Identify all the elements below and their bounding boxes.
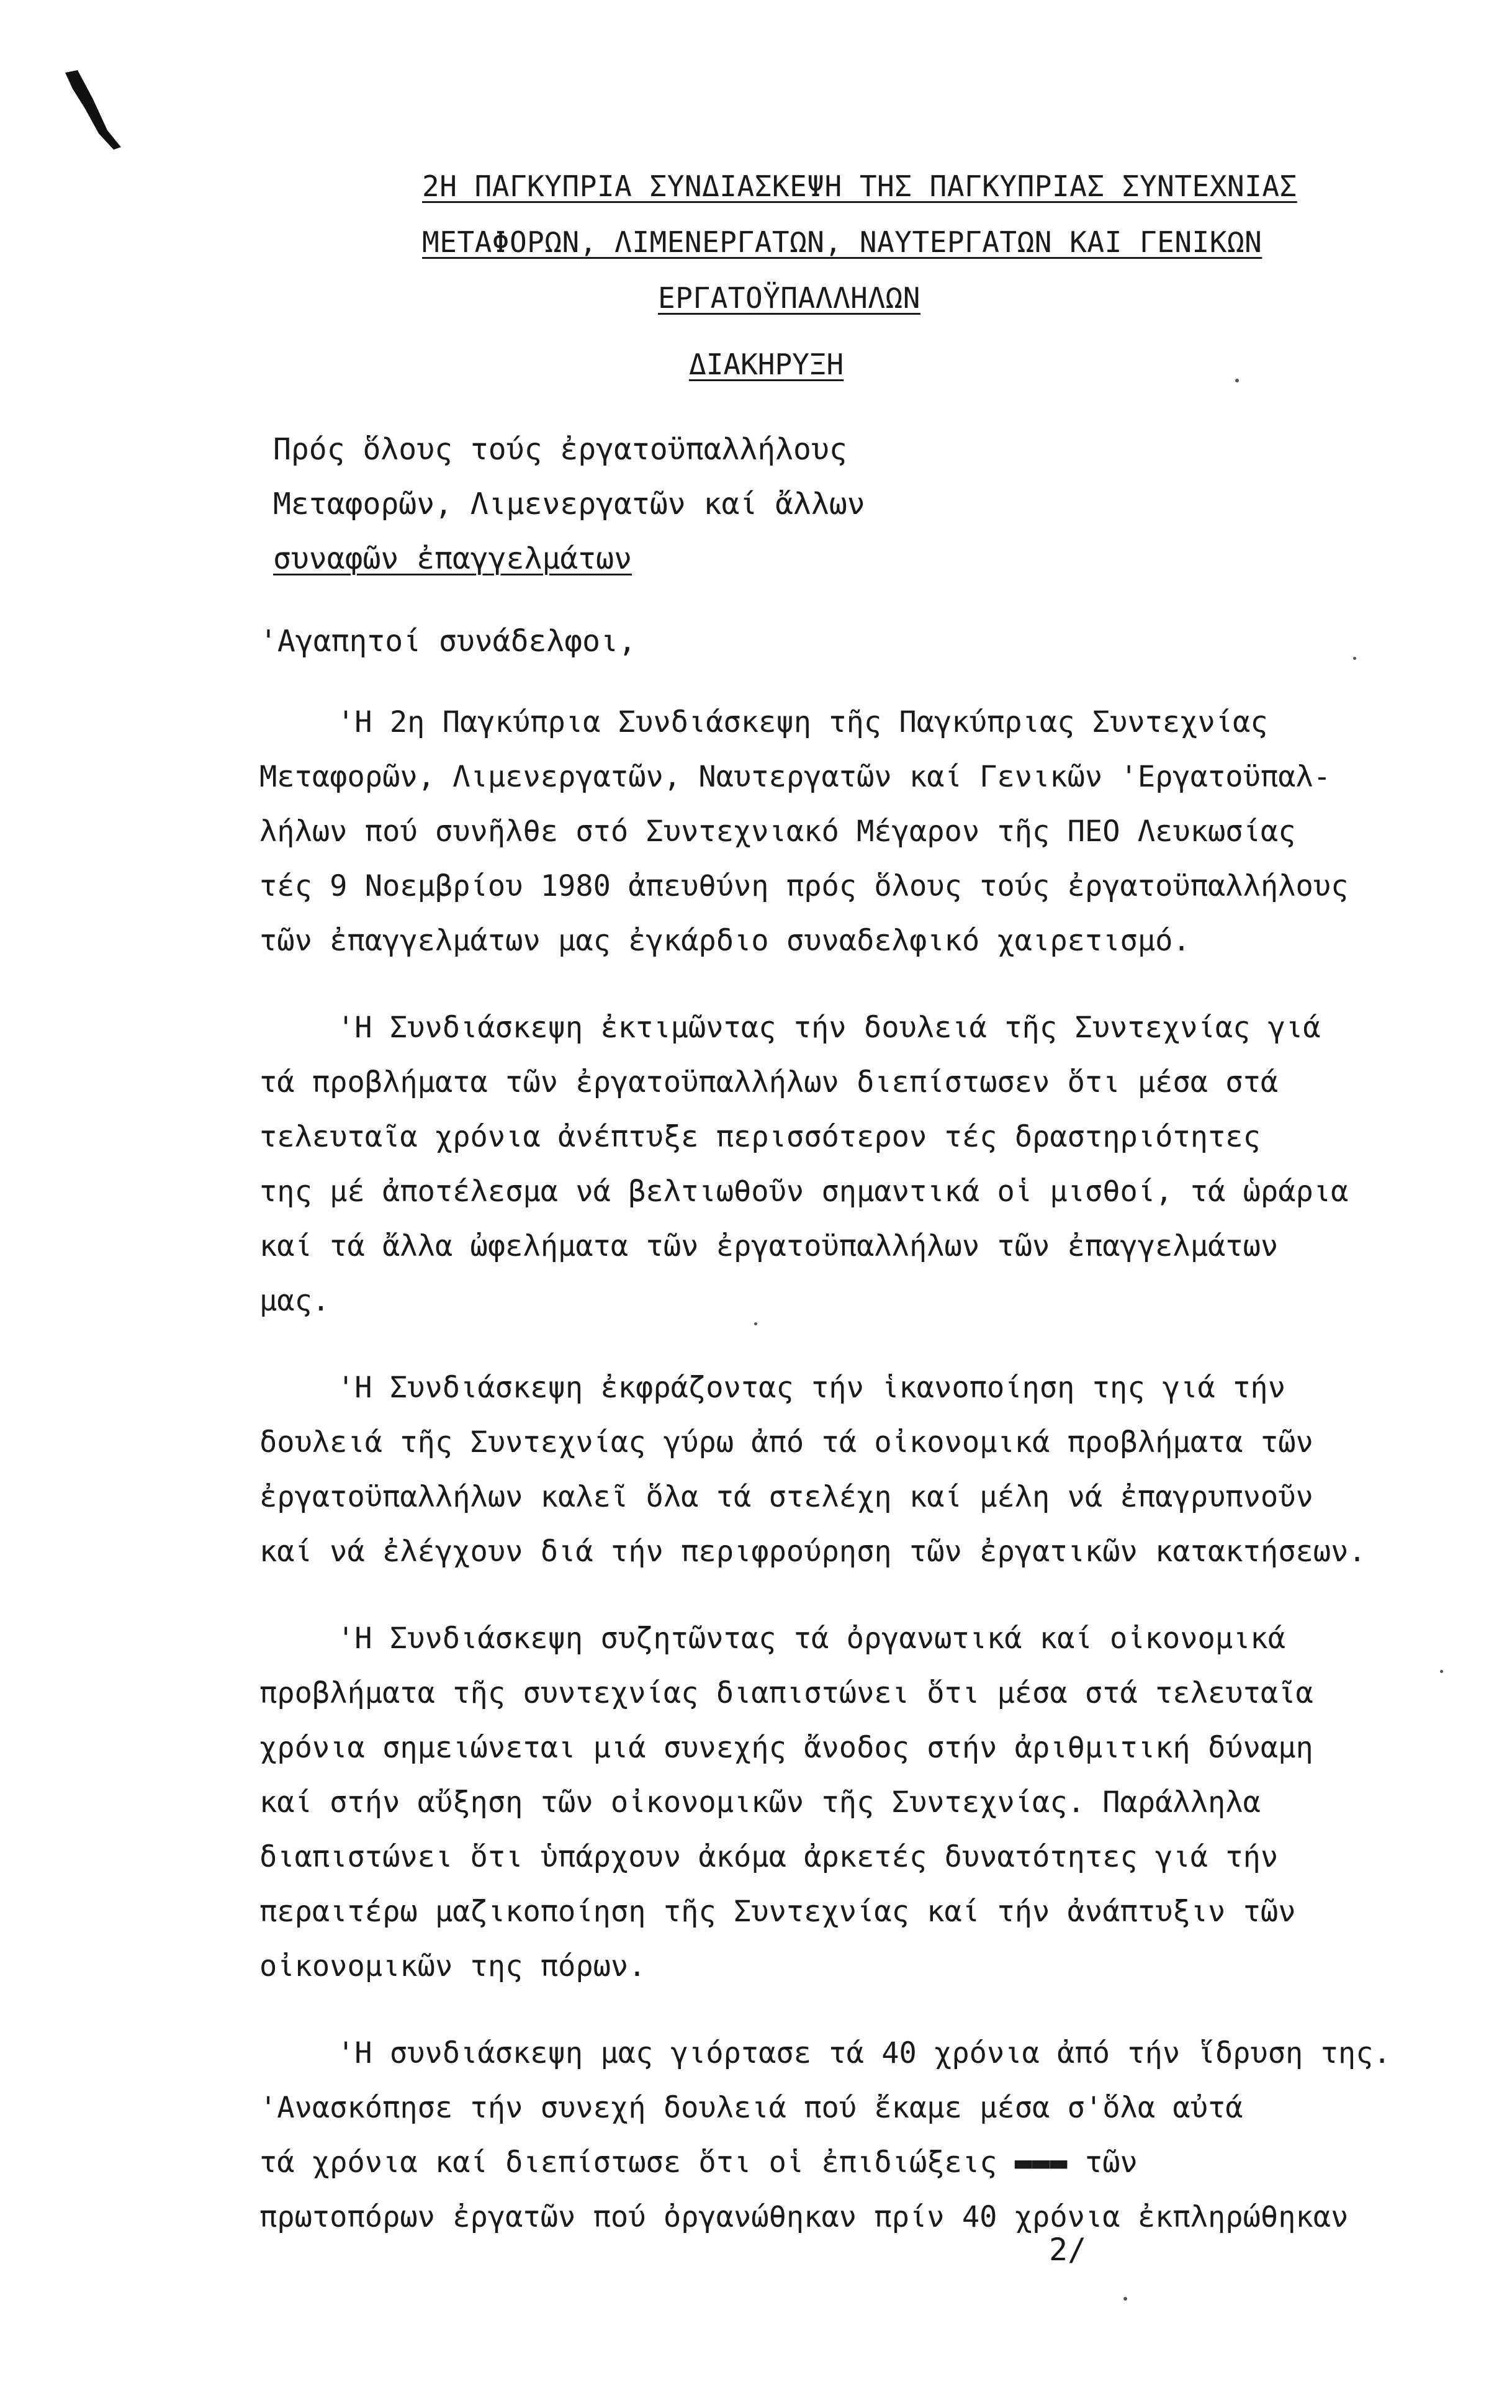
text-line: καί στήν αὔξηση τῶν οἰκονομικῶν τῆς Συντεχνίας. Παράλληλα	[259, 1785, 1261, 1820]
paragraph-5	[259, 2026, 1439, 2245]
text-line: 'Η συνδιάσκεψη μας γιόρτασε τά 40 χρόνια ἀπό τήν ἵδρυση της.	[337, 2036, 1391, 2070]
text-line: δουλειά τῆς Συντεχνίας γύρω ἀπό τά οἰκονομικά προβλήματα τῶν	[259, 1425, 1313, 1459]
text-line: ἐργατοϋπαλλήλων καλεῖ ὅλα τά στελέχη καί μέλη νά ἐπαγρυπνοῦν	[259, 1480, 1313, 1514]
scan-speck	[1353, 657, 1356, 660]
text-line: Μεταφορῶν, Λιμενεργατῶν, Ναυτεργατῶν καί Γενικῶν 'Εργατοϋπαλ-	[259, 760, 1331, 794]
scan-speck	[1440, 1670, 1443, 1673]
text-line: καί τά ἄλλα ὠφελήματα τῶν ἐργατοϋπαλλήλων τῶν ἐπαγγελμάτων	[259, 1229, 1279, 1263]
text-line: τελευταῖα χρόνια ἀνέπτυξε περισσότερον τές δραστηριότητες	[259, 1120, 1261, 1154]
text-line: μας.	[259, 1284, 330, 1318]
text-line: 'Η Συνδιάσκεψη ἐκτιμῶντας τήν δουλειά τῆς Συντεχνίας γιά	[337, 1011, 1321, 1045]
scan-speck	[1235, 379, 1239, 382]
text-line: τῶν ἐπαγγελμάτων μας ἐγκάρδιο συναδελφικό χαιρετισμό.	[259, 924, 1190, 958]
page-number: 2/	[1049, 2232, 1087, 2268]
title-line-3: ΕΡΓΑΤΟΫΠΑΛΛΗΛΩΝ	[658, 281, 920, 315]
addressee-block	[273, 422, 1018, 586]
scan-speck	[1123, 2297, 1127, 2301]
document-heading: ΔΙΑΚΗΡΥΞΗ	[689, 348, 844, 381]
text-line: τές 9 Νοεμβρίου 1980 ἀπευθύνη πρός ὅλους τούς ἐργατοϋπαλλήλους	[259, 869, 1349, 903]
title-line-1: 2Η ΠΑΓΚΥΠΡΙΑ ΣΥΝΔΙΑΣΚΕΨΗ ΤΗΣ ΠΑΓΚΥΠΡΙΑΣ ΣΥΝΤΕΧΝΙΑΣ	[422, 169, 1297, 203]
text-line: τά χρόνια καί διεπίστωσε ὅτι οἱ ἐπιδιώξεις ▬▬▬ τῶν	[259, 2145, 1138, 2180]
text-line: λήλων πού συνῆλθε στό Συντεχνιακό Μέγαρον τῆς ΠΕΟ Λευκωσίας	[259, 814, 1296, 849]
addressee-line-1: Πρός ὅλους τούς ἐργατοϋπαλλήλους	[273, 432, 847, 467]
text-line: διαπιστώνει ὅτι ὑπάρχουν ἀκόμα ἀρκετές δυνατότητες γιά τήν	[259, 1840, 1279, 1874]
text-line: 'Η Συνδιάσκεψη ἐκφράζοντας τήν ἱκανοποίηση της γιά τήν	[337, 1371, 1286, 1405]
text-line: 'Η 2η Παγκύπρια Συνδιάσκεψη τῆς Παγκύπριας Συντεχνίας	[337, 705, 1268, 739]
paragraph-2	[259, 1001, 1439, 1328]
paragraph-4	[259, 1612, 1439, 1994]
text-line: 'Η Συνδιάσκεψη συζητῶντας τά ὀργανωτικά καί οἰκονομικά	[337, 1621, 1286, 1656]
text-line: οἰκονομικῶν της πόρων.	[259, 1949, 646, 1983]
paragraph-1	[259, 695, 1439, 968]
text-line: πρωτοπόρων ἐργατῶν πού ὀργανώθηκαν πρίν 40 χρόνια ἐκπληρώθηκαν	[259, 2200, 1349, 2234]
paragraph-3	[259, 1361, 1439, 1579]
addressee-line-3: συναφῶν ἐπαγγελμάτων	[273, 541, 632, 576]
text-line: περαιτέρω μαζικοποίηση τῆς Συντεχνίας καί τήν ἀνάπτυξιν τῶν	[259, 1895, 1296, 1929]
scan-mark-icon	[59, 65, 127, 152]
text-line: χρόνια σημειώνεται μιά συνεχής ἄνοδος στήν ἀριθμιτική δύναμη	[259, 1731, 1313, 1765]
text-line: 'Ανασκόπησε τήν συνεχή δουλειά πού ἔκαμε μέσα σ'ὅλα αὐτά	[259, 2091, 1243, 2125]
scan-speck	[754, 1322, 757, 1325]
text-line: τά προβλήματα τῶν ἐργατοϋπαλλήλων διεπίστωσεν ὅτι μέσα στά	[259, 1065, 1279, 1099]
text-line: προβλήματα τῆς συντεχνίας διαπιστώνει ὅτι μέσα στά τελευταῖα	[259, 1676, 1313, 1710]
addressee-line-2: Μεταφορῶν, Λιμενεργατῶν καί ἄλλων	[273, 487, 865, 521]
title-line-2: ΜΕΤΑΦΟΡΩΝ, ΛΙΜΕΝΕΡΓΑΤΩΝ, ΝΑΥΤΕΡΓΑΤΩΝ ΚΑΙ ΓΕΝΙΚΩΝ	[422, 225, 1262, 259]
text-line: της μέ ἀποτέλεσμα νά βελτιωθοῦν σημαντικά οἱ μισθοί, τά ὡράρια	[259, 1175, 1349, 1209]
document-title	[348, 158, 1403, 326]
body-text	[259, 695, 1439, 2277]
text-line: καί νά ἐλέγχουν διά τήν περιφρούρηση τῶν ἐργατικῶν κατακτήσεων.	[259, 1535, 1366, 1569]
greeting: 'Αγαπητοί συνάδελφοι,	[259, 624, 636, 659]
